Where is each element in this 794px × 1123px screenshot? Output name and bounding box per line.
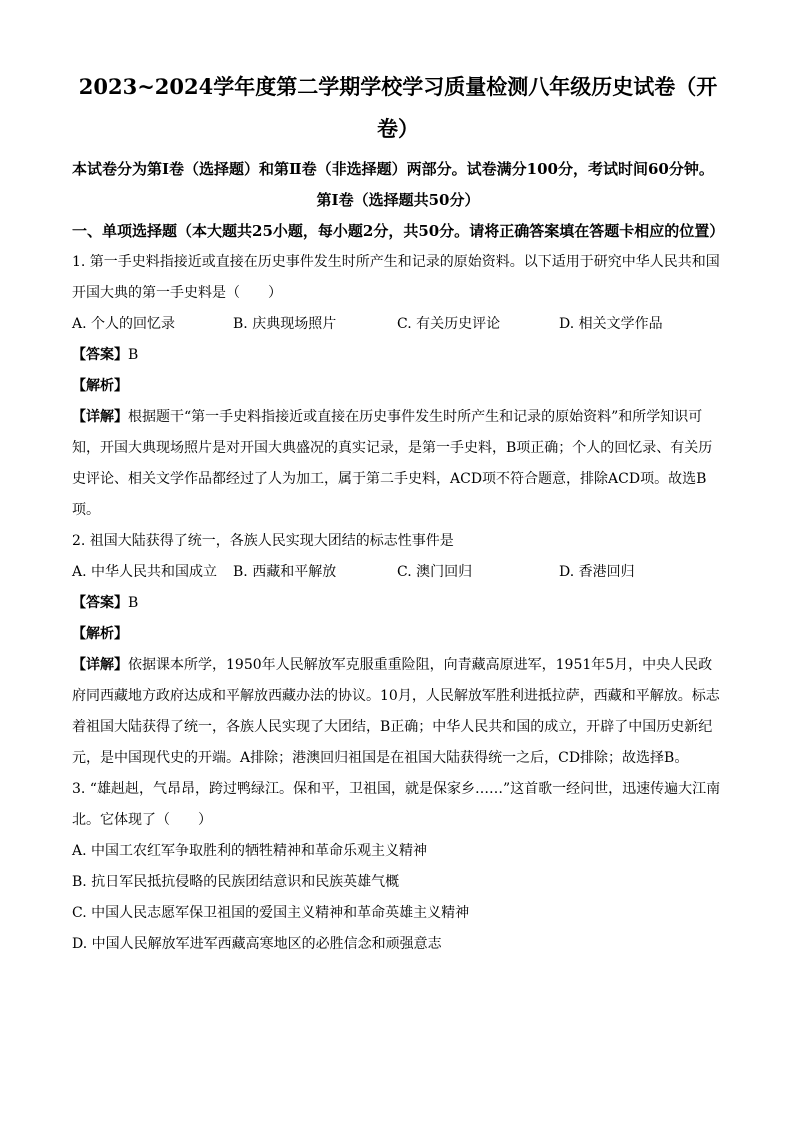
- question-1: [72, 247, 724, 526]
- answer-value: B: [128, 347, 139, 363]
- option-b: B. 抗日军民抵抗侵略的民族团结意识和民族英雄气概: [72, 874, 400, 890]
- options-row: [72, 309, 724, 340]
- part-title: 一、单项选择题（本大题共25小题，每小题2分，共50分。请将正确答案填在答题卡相应的位置）: [72, 222, 725, 240]
- analysis-label: 【解析】: [72, 378, 128, 394]
- option-d: D. 中国人民解放军进军西藏高寒地区的必胜信念和顽强意志: [72, 936, 442, 952]
- option-b: B. 庆典现场照片: [233, 316, 337, 332]
- question-stem: 2. 祖国大陆获得了统一，各族人民实现大团结的标志性事件是: [72, 533, 454, 549]
- question-stem: 1. 第一手史料指接近或直接在历史事件发生时所产生和记录的原始资料。以下适用于研究中华人民共和国开国大典的第一手史料是（ ）: [72, 254, 720, 301]
- question-2: [72, 526, 724, 774]
- answer-value: B: [128, 595, 139, 611]
- option-c: C. 有关历史评论: [397, 316, 501, 332]
- answer-label: 【答案】: [72, 595, 128, 611]
- option-a: A. 中华人民共和国成立: [72, 564, 218, 580]
- option-a: A. 个人的回忆录: [72, 316, 176, 332]
- option-d: D. 香港回归: [559, 564, 635, 580]
- exam-page: [72, 66, 724, 960]
- answer-line: [72, 588, 724, 619]
- analysis-line: [72, 619, 724, 650]
- detail-paragraph: [72, 402, 724, 526]
- analysis-label: 【解析】: [72, 626, 128, 642]
- detail-text: 依据课本所学，1950年人民解放军克服重重险阻，向青藏高原进军，1951年5月，中央人民政府同西藏地方政府达成和平解放西藏办法的协议。10月，人民解放军胜利进抵拉萨，西藏和平解放。标志着祖国大陆获得了统一，各族人民实现了大团结，B正确；中华人民共和国的成立，开辟了中国历史新纪元，是中国现代史的开端。A排除；港澳回归祖国是在祖国大陆获得统一之后，CD排除；故选择B。: [72, 657, 720, 766]
- analysis-line: [72, 371, 724, 402]
- detail-label: 【详解】: [72, 657, 128, 673]
- detail-text: 根据题干“第一手史料指接近或直接在历史事件发生时所产生和记录的原始资料”和所学知识可知，开国大典现场照片是对开国大典盛况的真实记录，是第一手史料，B项正确；个人的回忆录、有关历史评论、相关文学作品都经过了人为加工，属于第二手史料，ACD项不符合题意，排除ACD项。故选B项。: [72, 409, 713, 518]
- option-a: A. 中国工农红军争取胜利的牺牲精神和革命乐观主义精神: [72, 843, 428, 859]
- detail-label: 【详解】: [72, 409, 128, 425]
- option-d: D. 相关文学作品: [559, 316, 663, 332]
- detail-paragraph: [72, 650, 724, 774]
- options-row: [72, 557, 724, 588]
- answer-line: [72, 340, 724, 371]
- option-c: C. 中国人民志愿军保卫祖国的爱国主义精神和革命英雄主义精神: [72, 905, 470, 921]
- option-c: C. 澳门回归: [397, 564, 473, 580]
- question-3: [72, 774, 724, 960]
- exam-intro: 本试卷分为第Ⅰ卷（选择题）和第Ⅱ卷（非选择题）两部分。试卷满分100分，考试时间60分钟。: [72, 160, 714, 178]
- answer-label: 【答案】: [72, 347, 128, 363]
- option-b: B. 西藏和平解放: [233, 564, 337, 580]
- page-title: 2023~2024学年度第二学期学校学习质量检测八年级历史试卷（开卷）: [78, 74, 718, 141]
- question-stem: 3. “雄赳赳，气昂昂，跨过鸭绿江。保和平，卫祖国，就是保家乡……”这首歌一经问世，迅速传遍大江南北。它体现了（ ）: [72, 781, 721, 828]
- section-title: 第Ⅰ卷（选择题共50分）: [316, 191, 480, 209]
